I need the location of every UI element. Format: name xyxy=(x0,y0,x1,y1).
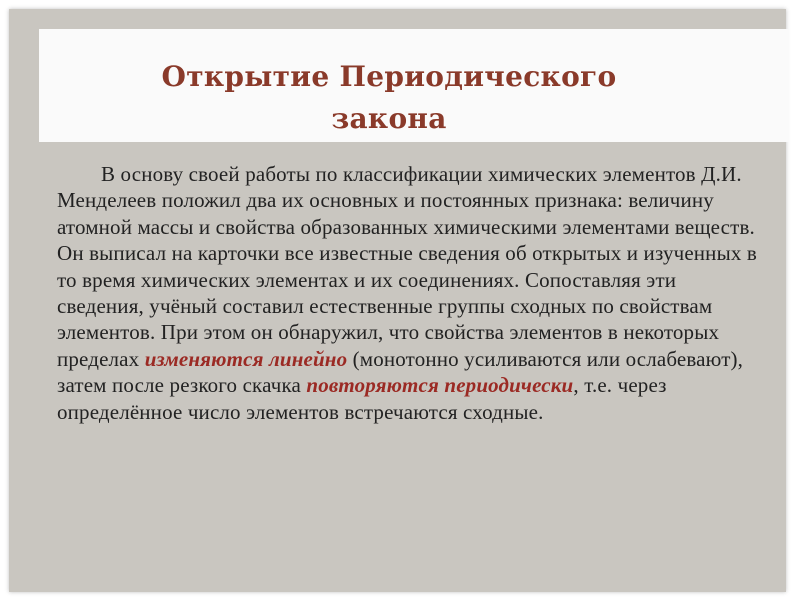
title-line-1: Открытие Периодического xyxy=(161,60,617,93)
body-text-part-1: В основу своей работы по классификации химических элементов Д.И. Менделеев положил два их основных и постоянных признака: величину атомной массы и свойства образованных химическими элементами веществ. Он выписал на карточки все известные сведения об открытых и изученных в то время химических элементах и их соединениях. Сопоставляя эти сведения, учёный составил естественные группы сходных по свойствам элементов. При этом он обнаружил, что свойства элементов в некоторых пределах xyxy=(57,162,757,371)
highlight-periodic: повторяются периодически xyxy=(306,373,574,398)
body-text-part-3: , т.е. через определённое число элементов встречаются сходные. xyxy=(57,373,667,424)
title-band xyxy=(39,29,789,142)
title-line-2: закона xyxy=(331,102,447,135)
slide xyxy=(9,9,786,592)
highlight-linear: изменяются линейно xyxy=(144,346,348,371)
slide-title xyxy=(134,56,644,140)
body-text-part-2: (монотонно усиливаются или ослабевают), затем после резкого скачка xyxy=(57,346,744,398)
body-paragraph xyxy=(57,161,757,425)
